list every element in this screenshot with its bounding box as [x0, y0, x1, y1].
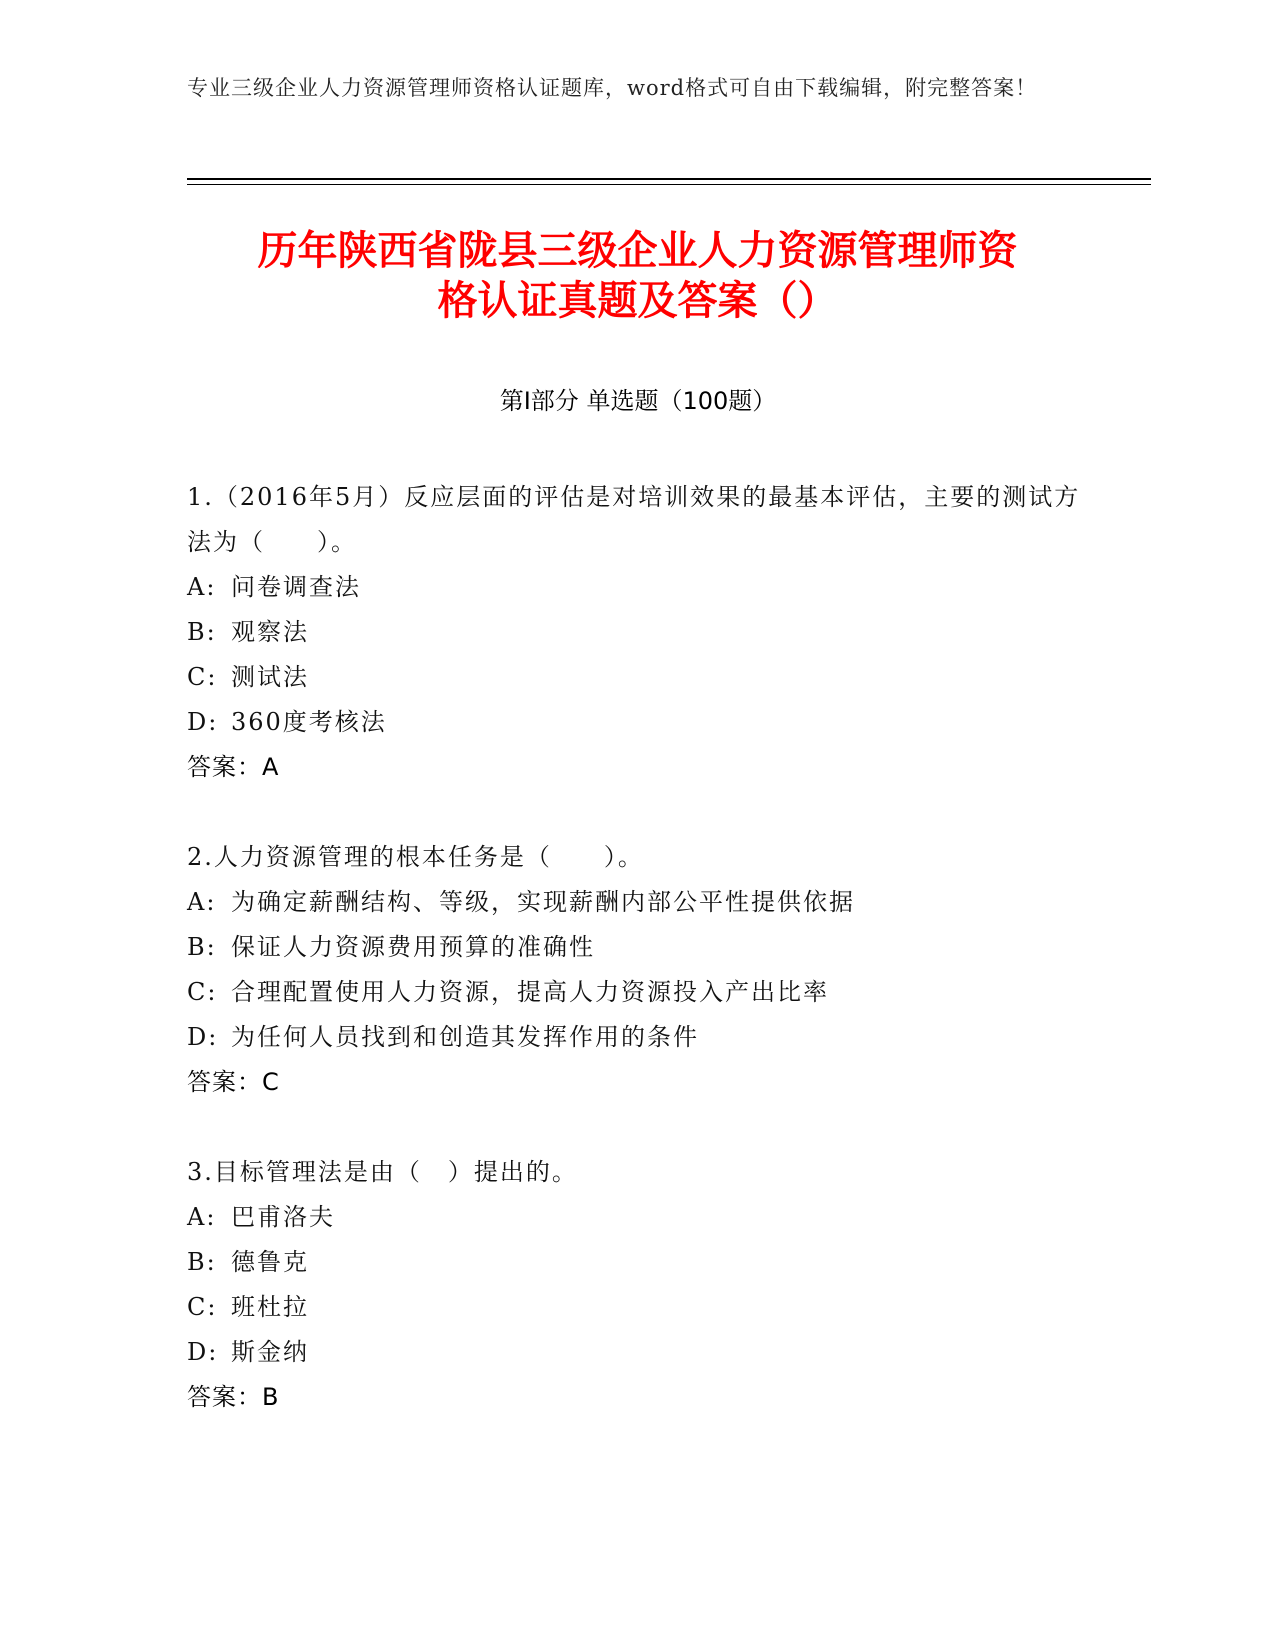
document-title-line1: 历年陕西省陇县三级企业人力资源管理师资: [257, 228, 1018, 274]
option-text: 巴甫洛夫: [231, 1203, 335, 1231]
answer-line: 答案：B: [187, 1383, 280, 1411]
header-rule-thick: [187, 178, 1151, 180]
option-letter: B:: [187, 618, 217, 646]
option-text: 斯金纳: [231, 1338, 309, 1366]
option-b: [187, 610, 1087, 655]
option-letter: D:: [187, 1023, 219, 1051]
option-letter: A:: [187, 1203, 217, 1231]
document-title-line2: 格认证真题及答案（）: [437, 278, 838, 324]
header-rule-thin: [187, 184, 1151, 185]
option-text: 为确定薪酬结构、等级，实现薪酬内部公平性提供依据: [231, 888, 855, 916]
question-1: [187, 475, 1087, 790]
option-b: [187, 1240, 1087, 1285]
option-letter: A:: [187, 573, 217, 601]
option-text: 班杜拉: [231, 1293, 309, 1321]
option-b: [187, 925, 1087, 970]
question-stem: 1.（2016年5月）反应层面的评估是对培训效果的最基本评估，主要的测试方法为（ ）。: [187, 483, 1081, 556]
option-a: [187, 565, 1087, 610]
option-text: 为任何人员找到和创造其发挥作用的条件: [231, 1023, 699, 1051]
option-c: [187, 1285, 1087, 1330]
option-text: 观察法: [231, 618, 309, 646]
option-text: 德鲁克: [231, 1248, 309, 1276]
option-text: 测试法: [231, 663, 309, 691]
option-letter: C:: [187, 978, 218, 1006]
option-a: [187, 1195, 1087, 1240]
option-d: [187, 1015, 1087, 1060]
question-stem: 2.人力资源管理的根本任务是（ ）。: [187, 843, 644, 871]
question-2: [187, 835, 1087, 1105]
option-letter: B:: [187, 1248, 217, 1276]
answer-line: 答案：C: [187, 1068, 280, 1096]
answer-line: 答案：A: [187, 753, 280, 781]
option-letter: A:: [187, 888, 217, 916]
document-title: [160, 226, 1115, 326]
option-letter: C:: [187, 1293, 218, 1321]
option-text: 360度考核法: [231, 708, 387, 736]
option-d: [187, 700, 1087, 745]
option-letter: D:: [187, 1338, 219, 1366]
section-title: 第I部分 单选题（100题）: [499, 387, 777, 415]
option-text: 合理配置使用人力资源，提高人力资源投入产出比率: [231, 978, 829, 1006]
question-list: [187, 475, 1087, 1465]
option-c: [187, 655, 1087, 700]
option-a: [187, 880, 1087, 925]
header-note: 专业三级企业人力资源管理师资格认证题库，word格式可自由下载编辑，附完整答案！: [187, 76, 1038, 100]
option-c: [187, 970, 1087, 1015]
question-3: [187, 1150, 1087, 1420]
option-letter: B:: [187, 933, 217, 961]
option-text: 保证人力资源费用预算的准确性: [231, 933, 595, 961]
option-d: [187, 1330, 1087, 1375]
option-letter: D:: [187, 708, 219, 736]
option-text: 问卷调查法: [231, 573, 361, 601]
question-stem: 3.目标管理法是由（ ）提出的。: [187, 1158, 578, 1186]
option-letter: C:: [187, 663, 218, 691]
